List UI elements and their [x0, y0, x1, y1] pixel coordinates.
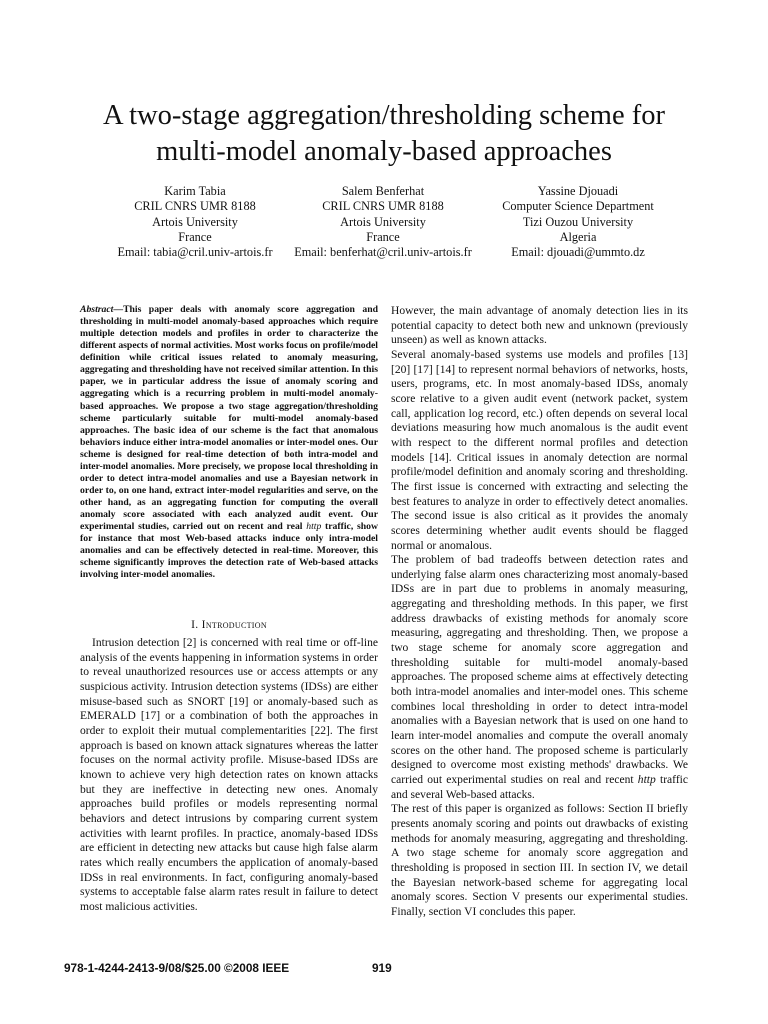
author-affiliation: CRIL CNRS UMR 8188	[322, 199, 444, 214]
page-number: 919	[372, 961, 392, 975]
author-country: Algeria	[559, 229, 597, 244]
abstract-label: Abstract	[80, 304, 114, 315]
section-number: I.	[191, 618, 199, 631]
author-email: Email: benferhat@cril.univ-artois.fr	[294, 245, 472, 260]
author-name: Karim Tabia	[164, 184, 226, 198]
author-2	[288, 184, 478, 260]
author-email: Email: djouadi@ummto.dz	[511, 245, 645, 260]
section-heading-introduction	[80, 618, 378, 631]
introduction-column	[80, 636, 378, 914]
paragraph-tradeoffs-text-b: traffic and several Web-based attacks.	[391, 774, 688, 801]
paragraph-profiles: Several anomaly-based systems use models and profiles [13] [20] [17] [14] to represent normal behaviors of networks, hosts, users, programs, etc. In most anomaly-based IDSs, anomaly score relative to a given audit event (network packet, system call, application log record, etc.) often depends on several local deviations measuring how much anomalous is the audit event with respect to the different normal profiles and detection models [14]. Critical issues in anomaly detection are normal profile/model definition and anomaly scoring and thresholding. The first issue is concerned with extracting and selecting the best features to analyze in order to effectively detect anomalies. The second issue is also critical as it provides the anomaly scores determining whether audit events should be flagged normal or anomalous.	[391, 348, 688, 552]
author-university: Tizi Ouzou University	[522, 214, 634, 229]
title-line-1: A two-stage aggregation/thresholding scheme for	[103, 100, 665, 131]
author-country: France	[178, 229, 212, 244]
section-title: Introduction	[201, 618, 267, 631]
intro-paragraph: Intrusion detection [2] is concerned with real time or off-line analysis of the events happening in information systems in order to reveal unauthorized resources use or access attempts or any suspicious activity. Intrusion detection systems (IDSs) are either misuse-based such as SNORT [19] or anomaly-based such as EMERALD [17] or a combination of both the approaches in order to exploit their mutual complementarities [22]. The first approach is based on known attack signatures whereas the latter focuses on the normal activity profile. Misuse-based IDSs are known to achieve very high detection rates on known attacks but they are ineffective in detecting new ones. Anomaly approaches build profiles or models representing normal behaviors and detect intrusions by comparing current system activities with learnt profiles. In practice, anomaly-based IDSs are efficient in detecting new attacks but cause high false alarm rates which really encumbers the application of anomaly-based IDSs in real environments. In fact, configuring anomaly-based systems to acceptable false alarm rates result in failure to detect most malicious activities.	[80, 637, 378, 913]
author-affiliation: Computer Science Department	[502, 199, 654, 214]
author-email: Email: tabia@cril.univ-artois.fr	[117, 245, 273, 260]
paragraph-tradeoffs	[391, 553, 688, 802]
author-3	[488, 184, 668, 260]
right-column	[391, 304, 688, 920]
http-term: http	[637, 774, 656, 786]
title-line-2: multi-model anomaly-based approaches	[156, 136, 612, 167]
author-university: Artois University	[340, 214, 426, 229]
abstract	[80, 304, 378, 581]
abstract-text-a: —This paper deals with anomaly score aggregation and thresholding in multi-model anomaly-based approaches which require multiple detection models and profiles in order to characterize the different aspects of normal activities. Most works focus on profile/model definition while critical issues related to anomaly measuring, aggregating and thresholding have not received similar attention. In this paper, we in particular address the issue of anomaly scoring and aggregating which is a recurring problem in multi-model anomaly-based approaches. We propose a two stage aggregation/thresholding scheme particularly suitable for multi-model anomaly-based approaches. The basic idea of our scheme is the fact that anomalous behaviors induce either intra-model anomalies or inter-model ones. Our scheme is designed for real-time detection of both intra-model and inter-model anomalies. More precisely, we propose local thresholding in order to detect intra-model anomalies and use a Bayesian network in order to, on one hand, extract inter-model regularities and serve, on the other hand, as an aggregating function for computing the overall anomaly score associated with each analyzed audit event. Our experimental studies, carried out on recent and real	[80, 304, 378, 533]
paper-title	[0, 98, 768, 170]
paragraph-tradeoffs-text-a: The problem of bad tradeoffs between detection rates and underlying false alarm ones characterizing most anomaly-based IDSs are in part due to problems in anomaly measuring, aggregating and thresholding methods. In this paper, we first address drawbacks of existing methods for anomaly score measuring, aggregating and thresholding. Then, we propose a two stage scheme for anomaly score aggregation and thresholding suitable for multi-model anomaly-based approaches. The proposed scheme aims at effectively detecting both intra-model anomalies and inter-model ones. This scheme combines local thresholding in order to detect intra-model anomalies with a Bayesian network that is used on one hand to learn inter-model anomalies and compute the overall anomaly scores on the other hand. The proposed scheme is particularly designed to overcome most existing methods' drawbacks. We carried out experimental studies on real and recent	[391, 554, 688, 786]
paragraph-advantage: However, the main advantage of anomaly detection lies in its potential capacity to detect both new and unknown (previously unseen) as well as known attacks.	[391, 305, 688, 347]
author-university: Artois University	[152, 214, 238, 229]
abstract-http-term: http	[306, 521, 322, 533]
footer-isbn: 978-1-4244-2413-9/08/$25.00 ©2008 IEEE	[64, 961, 290, 975]
author-1	[110, 184, 280, 260]
author-affiliation: CRIL CNRS UMR 8188	[134, 199, 256, 214]
author-name: Yassine Djouadi	[537, 184, 619, 198]
abstract-text-b: traffic, show for instance that most Web-based attacks induce only intra-model anomalies and can be effectively detected in real-time. Moreover, this scheme significantly improves the detection rate of Web-based attacks involving inter-model anomalies.	[80, 521, 379, 581]
author-country: France	[366, 229, 400, 244]
author-name: Salem Benferhat	[341, 184, 425, 198]
paragraph-organization: The rest of this paper is organized as follows: Section II briefly presents anomaly scoring and points out drawbacks of existing methods for anomaly measuring, aggregating and thresholding. A two stage scheme for anomaly score aggregation and thresholding is proposed in section III. In section IV, we detail the Bayesian network-based scheme for aggregating local anomaly scores. Section V presents our experimental studies. Finally, section VI concludes this paper.	[391, 803, 688, 918]
